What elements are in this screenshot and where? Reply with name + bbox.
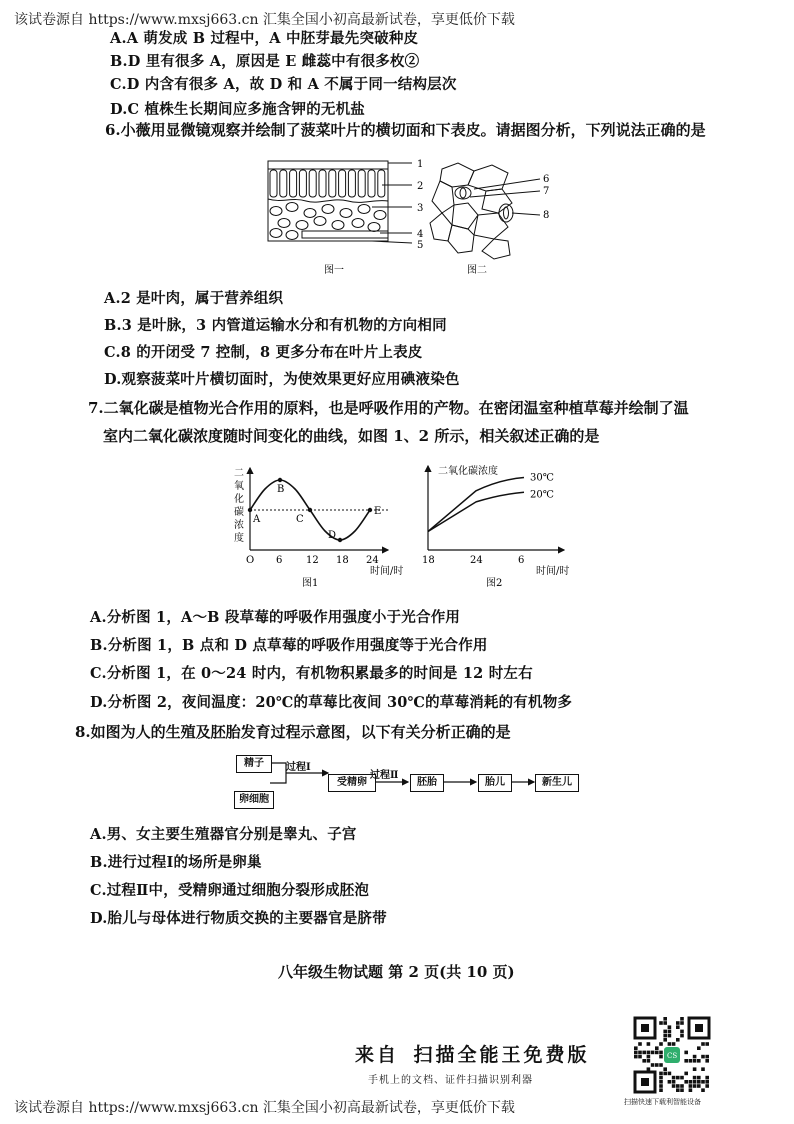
chart1-point-label-d: D <box>328 530 337 541</box>
chart1-point-label-e: E <box>374 506 382 517</box>
qr-caption: 扫描快速下载利智能设备 <box>624 1098 701 1106</box>
chart2-tick-0: 18 <box>422 555 435 566</box>
leaf-cross-section-figure <box>268 161 412 243</box>
q7-option-d: D.分析图 2，夜间温度：20℃的草莓比夜间 30℃的草莓消耗的有机物多 <box>90 694 573 711</box>
reproduction-flowchart <box>230 752 590 812</box>
q7-option-a: A.分析图 1，A～B 段草莓的呼吸作用强度小于光合作用 <box>90 609 461 626</box>
chart1-caption: 图1 <box>302 578 319 589</box>
chart1-tick-0: O <box>246 555 255 566</box>
chart1-point-c <box>308 508 312 512</box>
chart1-ylabel-5: 浓 <box>234 520 244 531</box>
process-2-label: 过程Ⅱ <box>370 770 399 781</box>
leaf-figures <box>262 155 562 280</box>
page-footer: 八年级生物试题 第 2 页(共 10 页) <box>278 963 515 981</box>
q8-option-a: A.男、女主要生殖器官分别是睾丸、子宫 <box>90 826 357 843</box>
q7-option-b: B.分析图 1，B 点和 D 点草莓的呼吸作用强度等于光合作用 <box>90 637 488 654</box>
fig1-label-4: 4 <box>417 229 424 240</box>
fig2-caption: 图二 <box>467 265 487 276</box>
fig1-label-1: 1 <box>417 159 424 170</box>
chart1-point-label-b: B <box>277 484 285 495</box>
chart2-legend-1: 20℃ <box>530 489 554 501</box>
zygote-box: 受精卵 <box>328 774 376 792</box>
fig2-label-8: 8 <box>543 210 550 221</box>
chart1-point-a <box>248 508 252 512</box>
chart1-point-e <box>368 508 372 512</box>
fetus-box: 胎儿 <box>478 774 512 792</box>
process-1-label: 过程Ⅰ <box>286 762 311 773</box>
fig1-label-5: 5 <box>417 240 424 251</box>
q6-stem: 6.小薇用显微镜观察并绘制了菠菜叶片的横切面和下表皮。请据图分析，下列说法正确的是 <box>105 121 706 139</box>
chart1-ylabel-2: 氧 <box>234 481 244 492</box>
q6-option-d: D.观察菠菜叶片横切面时，为使效果更好应用碘液染色 <box>104 371 460 388</box>
chart1-tick-1: 6 <box>276 555 283 566</box>
chart1-ylabel-3: 化 <box>234 494 244 505</box>
watermark-bottom: 该试卷源自 https://www.mxsj663.cn 汇集全国小初高最新试卷，享更低价下载 <box>14 1100 515 1116</box>
co2-night-temperature-chart <box>422 464 569 589</box>
q8-option-d: D.胎儿与母体进行物质交换的主要器官是脐带 <box>90 910 387 927</box>
chart1-tick-2: 12 <box>306 555 319 566</box>
q5-option-d: D.C 植株生长期间应多施含钾的无机盐 <box>110 101 365 118</box>
chart1-ylabel-1: 二 <box>234 468 244 479</box>
egg-box: 卵细胞 <box>234 791 274 809</box>
embryo-box: 胚胎 <box>410 774 444 792</box>
chart2-legend-0: 30℃ <box>530 472 554 484</box>
q6-option-b: B.3 是叶脉，3 内管道运输水分和有机物的方向相同 <box>104 317 447 334</box>
fig1-caption: 图一 <box>324 265 344 276</box>
chart2-tick-1: 24 <box>470 555 483 566</box>
q6-option-c: C.8 的开闭受 7 控制，8 更多分布在叶片上表皮 <box>104 344 423 361</box>
q8-option-b: B.进行过程Ⅰ的场所是卵巢 <box>90 854 262 871</box>
chart1-tick-3: 18 <box>336 555 349 566</box>
fig2-label-7: 7 <box>543 186 550 197</box>
chart1-xlabel: 时间/时 <box>370 566 404 577</box>
chart2-xlabel: 时间/时 <box>536 566 570 577</box>
q5-option-b: B.D 里有很多 A，原因是 E 雌蕊中有很多枚② <box>110 53 420 70</box>
chart1-point-label-a: A <box>253 514 261 525</box>
q5-option-c: C.D 内含有很多 A，故 D 和 A 不属于同一结构层次 <box>110 76 457 93</box>
lower-epidermis-figure <box>430 163 540 259</box>
newborn-box: 新生儿 <box>535 774 579 792</box>
q8-stem: 8.如图为人的生殖及胚胎发育过程示意图，以下有关分析正确的是 <box>75 723 511 741</box>
chart2-series-1 <box>428 492 524 531</box>
fig1-label-2: 2 <box>417 181 424 192</box>
chart2-ylabel: 二氧化碳浓度 <box>438 466 498 477</box>
q6-option-a: A.2 是叶肉，属于营养组织 <box>104 290 284 307</box>
fig1-label-3: 3 <box>417 203 424 214</box>
chart1-point-label-c: C <box>296 514 304 525</box>
chart1-ylabel-4: 碳 <box>234 507 244 518</box>
q7-option-c: C.分析图 1，在 0～24 时内，有机物积累最多的时间是 12 时左右 <box>90 665 533 682</box>
q7-stem-line1: 7.二氧化碳是植物光合作用的原料，也是呼吸作用的产物。在密闭温室种植草莓并绘制了温 <box>88 399 689 417</box>
chart1-point-b <box>278 478 282 482</box>
chart2-caption: 图2 <box>486 578 503 589</box>
chart2-tick-2: 6 <box>518 555 525 566</box>
q7-charts <box>228 462 588 594</box>
qr-code-icon[interactable] <box>632 1015 712 1095</box>
fig2-label-6: 6 <box>543 174 550 185</box>
chart1-tick-4: 24 <box>366 555 379 566</box>
co2-daily-chart <box>234 468 403 589</box>
scanner-subtitle: 手机上的文档、证件扫描识别利器 <box>368 1075 533 1086</box>
q8-option-c: C.过程Ⅱ中，受精卵通过细胞分裂形成胚泡 <box>90 882 370 899</box>
scanner-title: 来自 扫描全能王免费版 <box>355 1044 590 1066</box>
q5-option-a: A.A 萌发成 B 过程中，A 中胚芽最先突破种皮 <box>110 30 419 47</box>
svg-text:CS: CS <box>667 1052 678 1060</box>
chart1-point-d <box>338 538 342 542</box>
q7-stem-line2: 室内二氧化碳浓度随时间变化的曲线，如图 1、2 所示，相关叙述正确的是 <box>103 427 600 445</box>
chart1-ylabel-6: 度 <box>234 533 244 544</box>
sperm-box: 精子 <box>236 755 272 773</box>
watermark-top: 该试卷源自 https://www.mxsj663.cn 汇集全国小初高最新试卷，享更低价下载 <box>14 12 515 28</box>
